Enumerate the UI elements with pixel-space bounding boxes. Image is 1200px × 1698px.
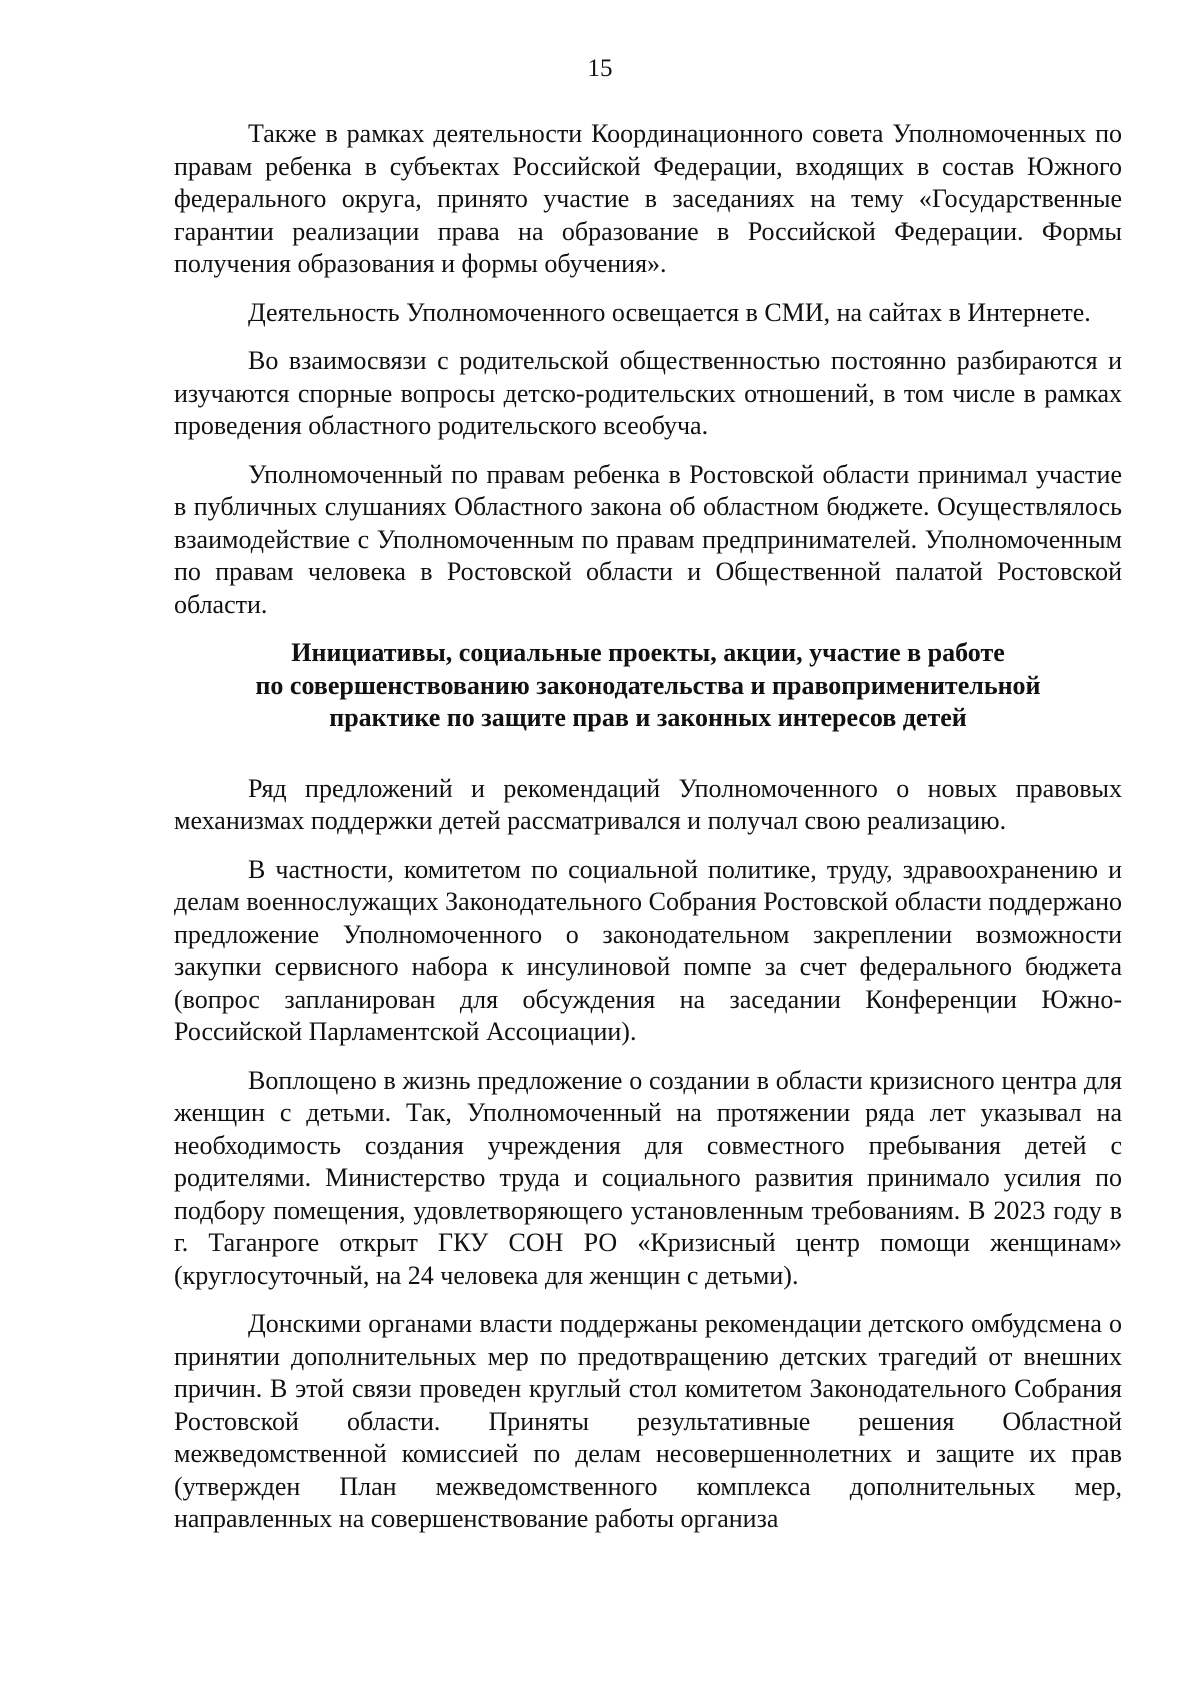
paragraph-media-coverage: Деятельность Уполномоченного освещается в СМИ, на сайтах в Интернете. [248,297,1091,327]
paragraph-parental-community: Во взаимосвязи с родительской общественностью постоянно разбираются и изучаются спорные вопросы детско-родительских отношений, в том числе в рамках проведения областного родительского всеобуча. [174,346,1122,440]
document-body [174,118,1122,1552]
paragraph-proposals: Ряд предложений и рекомендаций Уполномоченного о новых правовых механизмах поддержки детей рассматривался и получал свою реализацию. [174,773,1122,835]
paragraph-crisis-center: Воплощено в жизнь предложение о создании в области кризисного центра для женщин с детьми. Так, Уполномоченный на протяжении ряда лет указывал на необходимость создания учреждения для совместного пребывания детей с родителями. Министерство труда и социального развития принимало усилия по подбору помещения, удовлетворяющего установленным требованиям. В 2023 году в г. Таганроге открыт ГКУ СОН РО «Кризисный центр помощи женщинам» (круглосуточный, на 24 человека для женщин с детьми). [174,1065,1122,1290]
page-number: 15 [587,55,613,82]
section-heading [174,637,1122,735]
paragraph-coordination-council: Также в рамках деятельности Координационного совета Уполномоченных по правам ребенка в субъектах Российской Федерации, входящих в состав Южного федерального округа, принято участие в заседаниях на тему «Государственные гарантии реализации права на образование в Российской Федерации. Формы получения образования и формы обучения». [174,119,1122,278]
section-heading-line-3: практике по защите прав и законных интересов детей [329,703,967,732]
paragraph-insulin-pump: В частности, комитетом по социальной политике, труду, здравоохранению и делам военнослужащих Законодательного Собрания Ростовской области поддержано предложение Уполномоченного о законодательном закреплении возможности закупки сервисного набора к инсулиновой помпе за счет федерального бюджета (вопрос запланирован для обсуждения на заседании Конференции Южно-Российской Парламентской Ассоциации). [174,854,1122,1046]
section-heading-line-1: Инициативы, социальные проекты, акции, участие в работе [291,638,1005,667]
paragraph-public-hearings: Уполномоченный по правам ребенка в Ростовской области принимал участие в публичных слушаниях Областного закона об областном бюджете. Осуществлялось взаимодействие с Уполномоченным по правам предпринимателей. Уполномоченным по правам человека в Ростовской области и Общественной палатой Ростовской области. [174,459,1122,619]
section-heading-line-2: по совершенствованию законодательства и правоприменительной [255,670,1041,700]
paragraph-child-tragedies: Донскими органами власти поддержаны рекомендации детского омбудсмена о принятии дополнительных мер по предотвращению детских трагедий от внешних причин. В этой связи проведен круглый стол комитетом Законодательного Собрания Ростовской области. Приняты результативные решения Областной межведомственной комиссией по делам несовершеннолетних и защите их прав (утвержден План межведомственного комплекса дополнительных мер, направленных на совершенствование работы организа [174,1309,1122,1533]
